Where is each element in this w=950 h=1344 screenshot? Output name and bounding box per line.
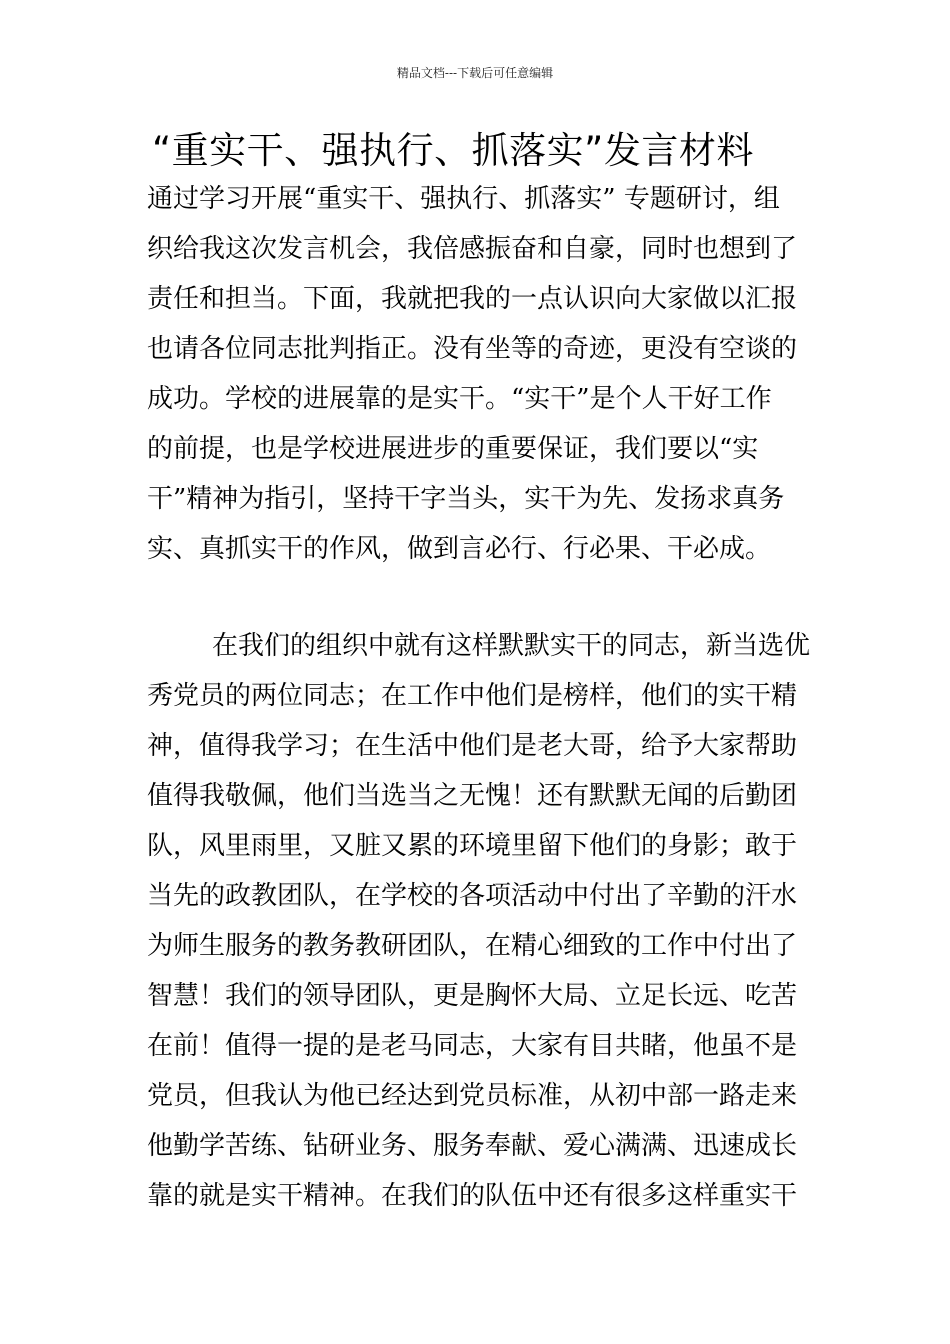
header-note: 精品文档---下载后可任意编辑: [396, 66, 554, 80]
paragraph-line: 队，风里雨里，又脏又累的环境里留下他们的身影；敢于: [147, 831, 798, 861]
paragraph-line: 靠的就是实干精神。在我们的队伍中还有很多这样重实干: [147, 1181, 798, 1211]
paragraph-line: 他勤学苦练、钻研业务、服务奉献、爱心满满、迅速成长: [147, 1131, 798, 1161]
paragraph-line: 在我们的组织中就有这样默默实干的同志，新当选优: [212, 631, 811, 661]
paragraph-line: 党员，但我认为他已经达到党员标准，从初中部一路走来: [147, 1081, 798, 1111]
paragraph-line: 神，值得我学习；在生活中他们是老大哥，给予大家帮助: [147, 731, 798, 761]
paragraph-line: 成功。学校的进展靠的是实干。“实干”是个人干好工作: [147, 384, 772, 414]
paragraph-line: 智慧！我们的领导团队，更是胸怀大局、立足长远、吃苦: [147, 981, 798, 1011]
paragraph-line: 责任和担当。下面，我就把我的一点认识向大家做以汇报: [147, 284, 798, 314]
paragraph-line: 值得我敬佩，他们当选当之无愧！还有默默无闻的后勤团: [147, 781, 798, 811]
paragraph-line: 实、真抓实干的作风，做到言必行、行必果、干必成。: [147, 534, 772, 564]
paragraph-line: 织给我这次发言机会，我倍感振奋和自豪，同时也想到了: [147, 234, 798, 264]
paragraph-line: 秀党员的两位同志；在工作中他们是榜样，他们的实干精: [147, 681, 798, 711]
paragraph-line: 的前提，也是学校进展进步的重要保证，我们要以“实: [147, 434, 759, 464]
paragraph-line: 也请各位同志批判指正。没有坐等的奇迹，更没有空谈的: [147, 334, 798, 364]
paragraph-line: 在前！值得一提的是老马同志，大家有目共睹，他虽不是: [147, 1031, 798, 1061]
paragraph-line: 干”精神为指引，坚持干字当头，实干为先、发扬求真务: [147, 484, 785, 514]
paragraph-2: [147, 621, 811, 1221]
paragraph-line: 当先的政教团队，在学校的各项活动中付出了辛勤的汗水: [147, 881, 798, 911]
paragraph-1: [147, 174, 807, 574]
document-title: “重实干、强执行、抓落实”发言材料: [152, 129, 754, 172]
paragraph-line: 为师生服务的教务教研团队，在精心细致的工作中付出了: [147, 931, 798, 961]
paragraph-line: 通过学习开展“重实干、强执行、抓落实” 专题研讨，组: [147, 184, 780, 214]
